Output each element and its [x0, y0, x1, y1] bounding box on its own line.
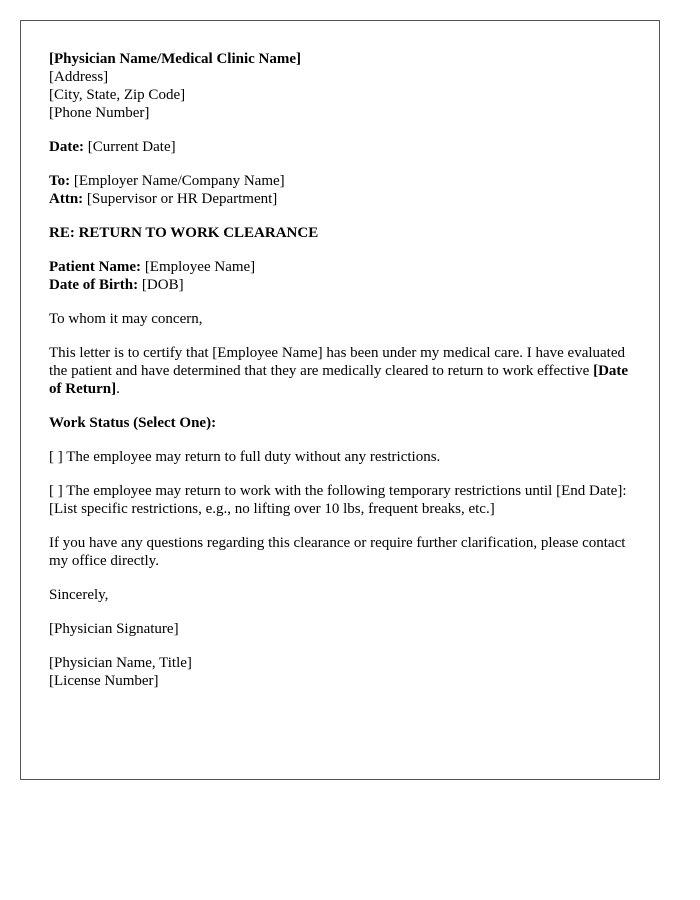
physician-block — [49, 654, 631, 690]
recipient-block — [49, 172, 631, 208]
patient-name-label: Patient Name: — [49, 259, 142, 275]
sender-address: [Address] — [49, 69, 109, 85]
work-status-heading-text: Work Status (Select One): — [49, 415, 217, 431]
signature-placeholder: [Physician Signature] — [49, 621, 179, 637]
sender-phone: [Phone Number] — [49, 105, 150, 121]
work-status-option-restricted: [ ] The employee may return to work with the following temporary restrictions until [End Date]: — [49, 483, 627, 499]
work-status-option-restricted-block — [49, 482, 631, 518]
closing-paragraph: If you have any questions regarding this clearance or require further clarification, please contact my office directly. — [49, 535, 626, 569]
attn-value: [Supervisor or HR Department] — [86, 191, 278, 207]
work-status-heading — [49, 414, 631, 432]
sender-city-state-zip: [City, State, Zip Code] — [49, 87, 186, 103]
attn-label: Attn: — [49, 191, 84, 207]
patient-dob-value: [DOB] — [141, 277, 184, 293]
to-label: To: — [49, 173, 71, 189]
salutation: To whom it may concern, — [49, 311, 203, 327]
date-label: Date: — [49, 139, 84, 155]
date-value: [Current Date] — [87, 139, 176, 155]
physician-name-title: [Physician Name, Title] — [49, 655, 192, 671]
sign-off: Sincerely, — [49, 587, 109, 603]
sender-name: [Physician Name/Medical Clinic Name] — [49, 51, 302, 67]
patient-dob-label: Date of Birth: — [49, 277, 139, 293]
subject-text: RE: RETURN TO WORK CLEARANCE — [49, 225, 319, 241]
sender-block — [49, 50, 631, 122]
work-status-option-full: [ ] The employee may return to full duty without any restrictions. — [49, 449, 441, 465]
physician-license: [License Number] — [49, 673, 159, 689]
intro-end: . — [116, 381, 120, 397]
to-value: [Employer Name/Company Name] — [73, 173, 285, 189]
patient-name-value: [Employee Name] — [144, 259, 256, 275]
restrictions-list: [List specific restrictions, e.g., no lifting over 10 lbs, frequent breaks, etc.] — [49, 501, 495, 517]
patient-block — [49, 258, 631, 294]
letter-document — [20, 20, 660, 780]
intro-paragraph — [49, 344, 631, 398]
return-date: [Date of Return] — [49, 363, 629, 397]
intro-text: This letter is to certify that [Employee Name] has been under my medical care. I have evaluated the patient and have determined that they are medically cleared to return to work effective — [49, 345, 626, 379]
subject-line — [49, 224, 631, 242]
date-block — [49, 138, 631, 156]
